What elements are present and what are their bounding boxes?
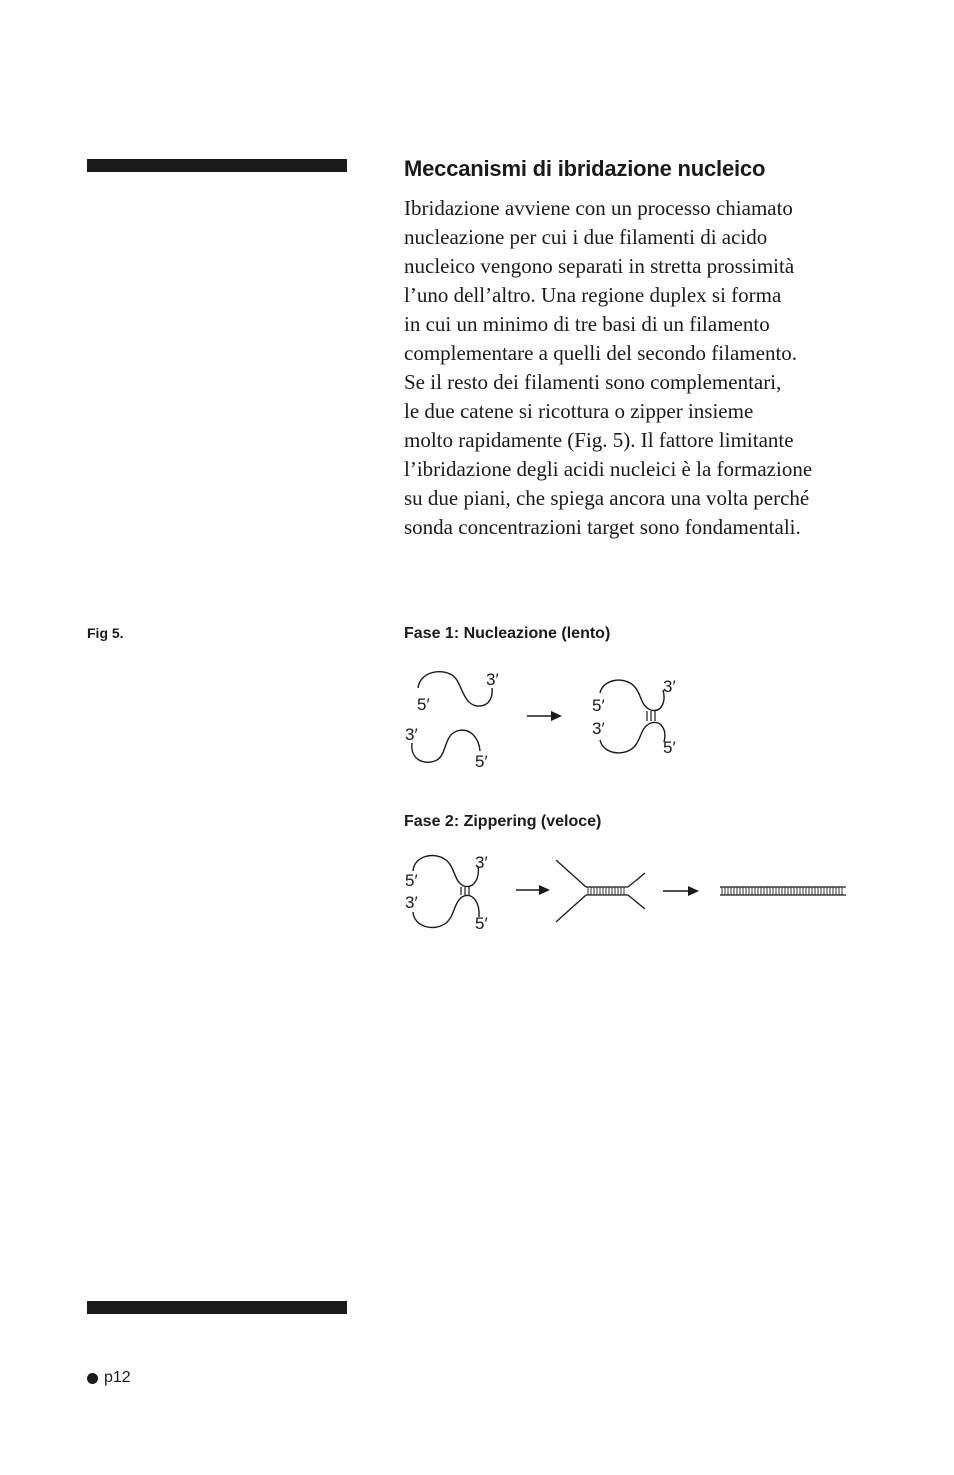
paragraph-line: l’ibridazione degli acidi nucleici è la formazione xyxy=(404,457,813,481)
end-label-3prime: 3′ xyxy=(663,677,676,696)
page-footer xyxy=(87,1369,131,1387)
bullet-dot-icon xyxy=(87,1373,98,1384)
paragraph-line: l’uno dell’altro. Una regione duplex si forma xyxy=(404,283,782,307)
paragraph-line: le due catene si ricottura o zipper insieme xyxy=(404,399,754,423)
end-label-5prime: 5′ xyxy=(475,752,488,771)
right-arrow-icon xyxy=(516,885,550,895)
end-label-5prime: 5′ xyxy=(475,914,488,933)
paragraph-line: su due piani, che spiega ancora una volta perché xyxy=(404,486,810,510)
phase1-diagram xyxy=(0,660,954,780)
right-arrow-icon xyxy=(663,886,699,896)
base-pair-rungs xyxy=(647,711,655,721)
full-duplex xyxy=(720,887,846,895)
base-pair-rungs xyxy=(461,887,469,895)
dna-strand xyxy=(412,730,480,762)
paragraph-line: molto rapidamente (Fig. 5). Il fattore limitante xyxy=(404,428,794,452)
figure-label: Fig 5. xyxy=(87,625,124,641)
dna-strand xyxy=(413,856,478,887)
body-paragraph xyxy=(404,194,884,542)
top-rule-bar xyxy=(87,159,347,172)
paragraph-line: complementare a quelli del secondo filamento. xyxy=(404,341,798,365)
end-label-3prime: 3′ xyxy=(475,853,488,872)
dna-strand xyxy=(600,680,664,710)
paragraph-line: Ibridazione avviene con un processo chiamato xyxy=(404,196,793,220)
end-label-3prime: 3′ xyxy=(405,893,418,912)
phase2-diagram xyxy=(0,845,954,945)
end-label-5prime: 5′ xyxy=(405,871,418,890)
paragraph-line: nucleico vengono separati in stretta prossimità xyxy=(404,254,795,278)
end-label-3prime: 3′ xyxy=(592,719,605,738)
zippering-duplex xyxy=(556,860,645,922)
paragraph-line: Se il resto dei filamenti sono complementari, xyxy=(404,370,782,394)
paragraph-line: sonda concentrazioni target sono fondamentali. xyxy=(404,515,801,539)
paragraph-line: nucleazione per cui i due filamenti di acido xyxy=(404,225,768,249)
phase1-title: Fase 1: Nucleazione (lento) xyxy=(404,625,611,642)
phase2-title: Fase 2: Zippering (veloce) xyxy=(404,813,602,830)
paragraph-line: in cui un minimo di tre basi di un filamento xyxy=(404,312,770,336)
section-heading: Meccanismi di ibridazione nucleico xyxy=(404,156,766,181)
end-label-5prime: 5′ xyxy=(592,696,605,715)
end-label-5prime: 5′ xyxy=(663,738,676,757)
dna-strand xyxy=(600,722,665,752)
end-label-3prime: 3′ xyxy=(486,670,499,689)
end-label-5prime: 5′ xyxy=(417,695,430,714)
right-arrow-icon xyxy=(527,711,562,721)
page-number: p12 xyxy=(104,1369,131,1386)
dna-strand xyxy=(413,896,479,928)
bottom-rule-bar xyxy=(87,1301,347,1314)
end-label-3prime: 3′ xyxy=(405,725,418,744)
